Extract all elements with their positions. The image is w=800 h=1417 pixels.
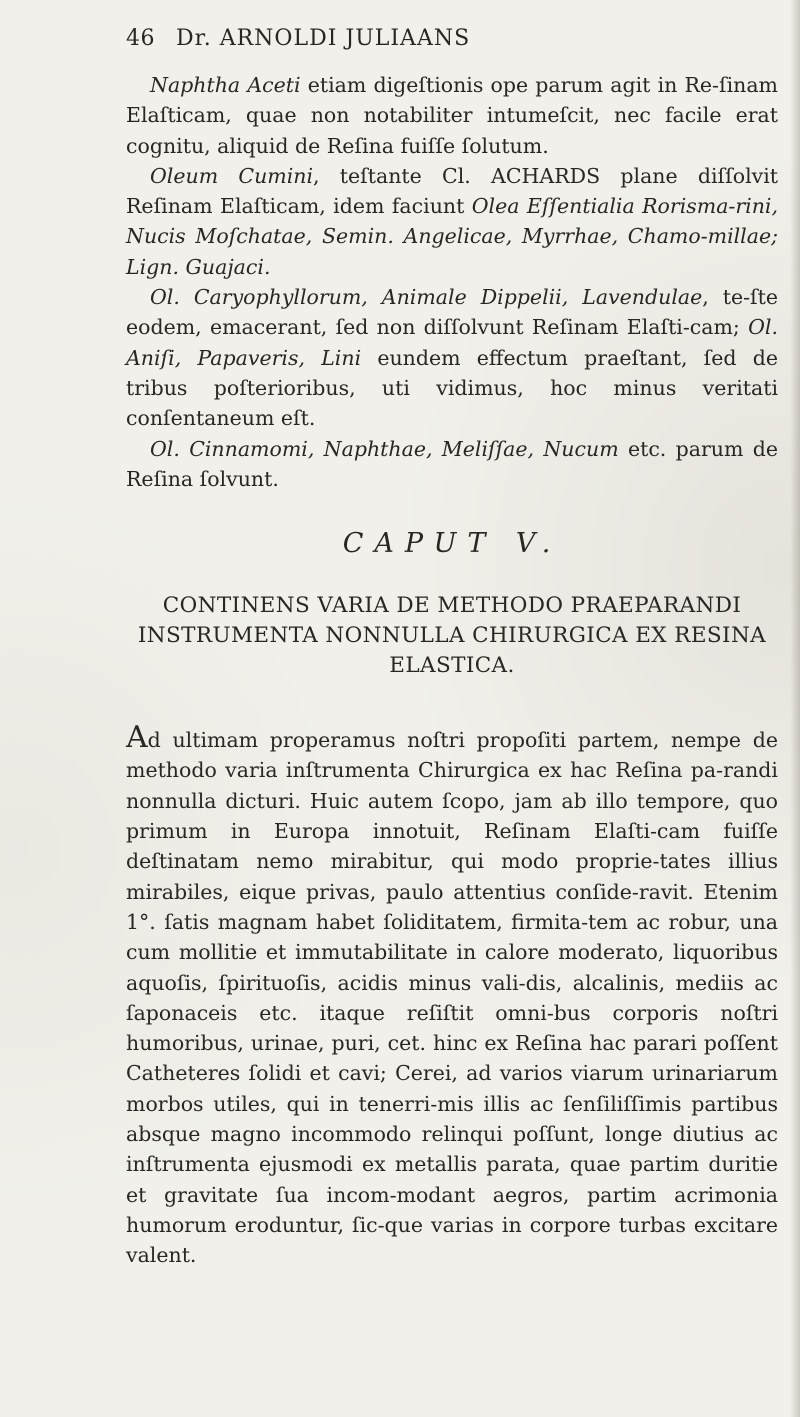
main-paragraph: [126, 720, 778, 1270]
initial-letter: A: [126, 720, 148, 756]
page-header: [126, 22, 726, 56]
paragraph-naphtha: [126, 70, 778, 161]
text-run: Olea Eſſentialia Rorisma-rini, Nucis Moſchatae, Semin. Angelicae, Myrrhae, Chamo-millae; Lign. Guajaci.: [126, 194, 778, 279]
solvent-paragraphs: [126, 70, 778, 494]
text-run: Ol. Aniſi, Papaveris, Lini: [126, 315, 778, 370]
text-block: [126, 70, 778, 1271]
chapter-title: CAPUT V.: [342, 528, 562, 560]
page-edge-shadow: [790, 0, 800, 1417]
chapter-heading: CONTINENS VARIA DE METHODO PRAEPARANDI INSTRUMENTA NONNULLA CHIRURGICA EX RESINA ELASTICA.: [137, 593, 767, 679]
paragraph-caryophyllorum: [126, 282, 778, 433]
text-run: Naphtha Aceti: [150, 73, 301, 97]
main-paragraph-text: d ultimam properamus noſtri propoſiti partem, nempe de methodo varia inſtrumenta Chirurgica ex hac Reſina pa-randi nonnulla dicturi. Huic autem ſcopo, jam ab illo tempore, quo primum in Europa innotuit, Reſinam Elaſti-cam fuiſſe deſtinatam nemo mirabitur, qui modo proprie-tates illius mirabiles, eique privas, paulo attentius conſide-ravit. Etenim 1°. ſatis magnam habet ſoliditatem, firmita-tem ac robur, una cum mollitie et immutabilitate in calore moderato, liquoribus aquoſis, ſpirituoſis, acidis minus vali-dis, alcalinis, mediis ac ſaponaceis etc. itaque reſiſtit omni-bus corporis noſtri humoribus, urinae, puri, cet. hinc ex Reſina hac parari poſſent Catheteres ſolidi et cavi; Cerei, ad varios viarum urinariarum morbos utiles, qui in tenerri-mis illis ac ſenſiliſſimis partibus absque magno incommodo relinqui poſſunt, longe diutius ac inſtrumenta ejusmodi ex metallis parata, quae partim duritie et gravitate ſua incom-modant aegros, partim acrimonia humorum eroduntur, ſic-que varias in corpore turbas excitare valent.: [126, 728, 778, 1268]
text-run: , teſtante Cl. ACHARDS plane diſſolvit Reſinam Elaſticam, idem faciunt: [126, 163, 778, 219]
paragraph-oleum-cumini: [126, 161, 778, 282]
text-run: Ol. Cinnamomi, Naphthae, Meliſſae, Nucum: [150, 436, 619, 461]
text-run: etc. parum de Reſina ſolvunt.: [126, 436, 778, 491]
text-run: etiam digeſtionis ope parum agit in Re-ſinam Elaſticam, quae non notabiliter intumeſcit, nec facile erat cognitu, aliquid de Reſina fuiſſe ſolutum.: [126, 73, 778, 158]
running-head: Dr. ARNOLDI JULIAANS: [176, 26, 471, 51]
text-run: , te-ſte eodem, emacerant, ſed non diſſolvunt Reſinam Elaſti-cam;: [126, 285, 778, 340]
text-run: Oleum Cumini: [150, 163, 314, 188]
page-number: 46: [126, 26, 155, 51]
paragraph-cinnamomi: [126, 434, 778, 495]
text-run: Ol. Caryophyllorum, Animale Dippelii, Lavendulae: [150, 285, 703, 310]
text-run: eundem effectum praeſtant, ſed de tribus poſterioribus, uti vidimus, hoc minus veritati conſentaneum eſt.: [126, 345, 778, 431]
